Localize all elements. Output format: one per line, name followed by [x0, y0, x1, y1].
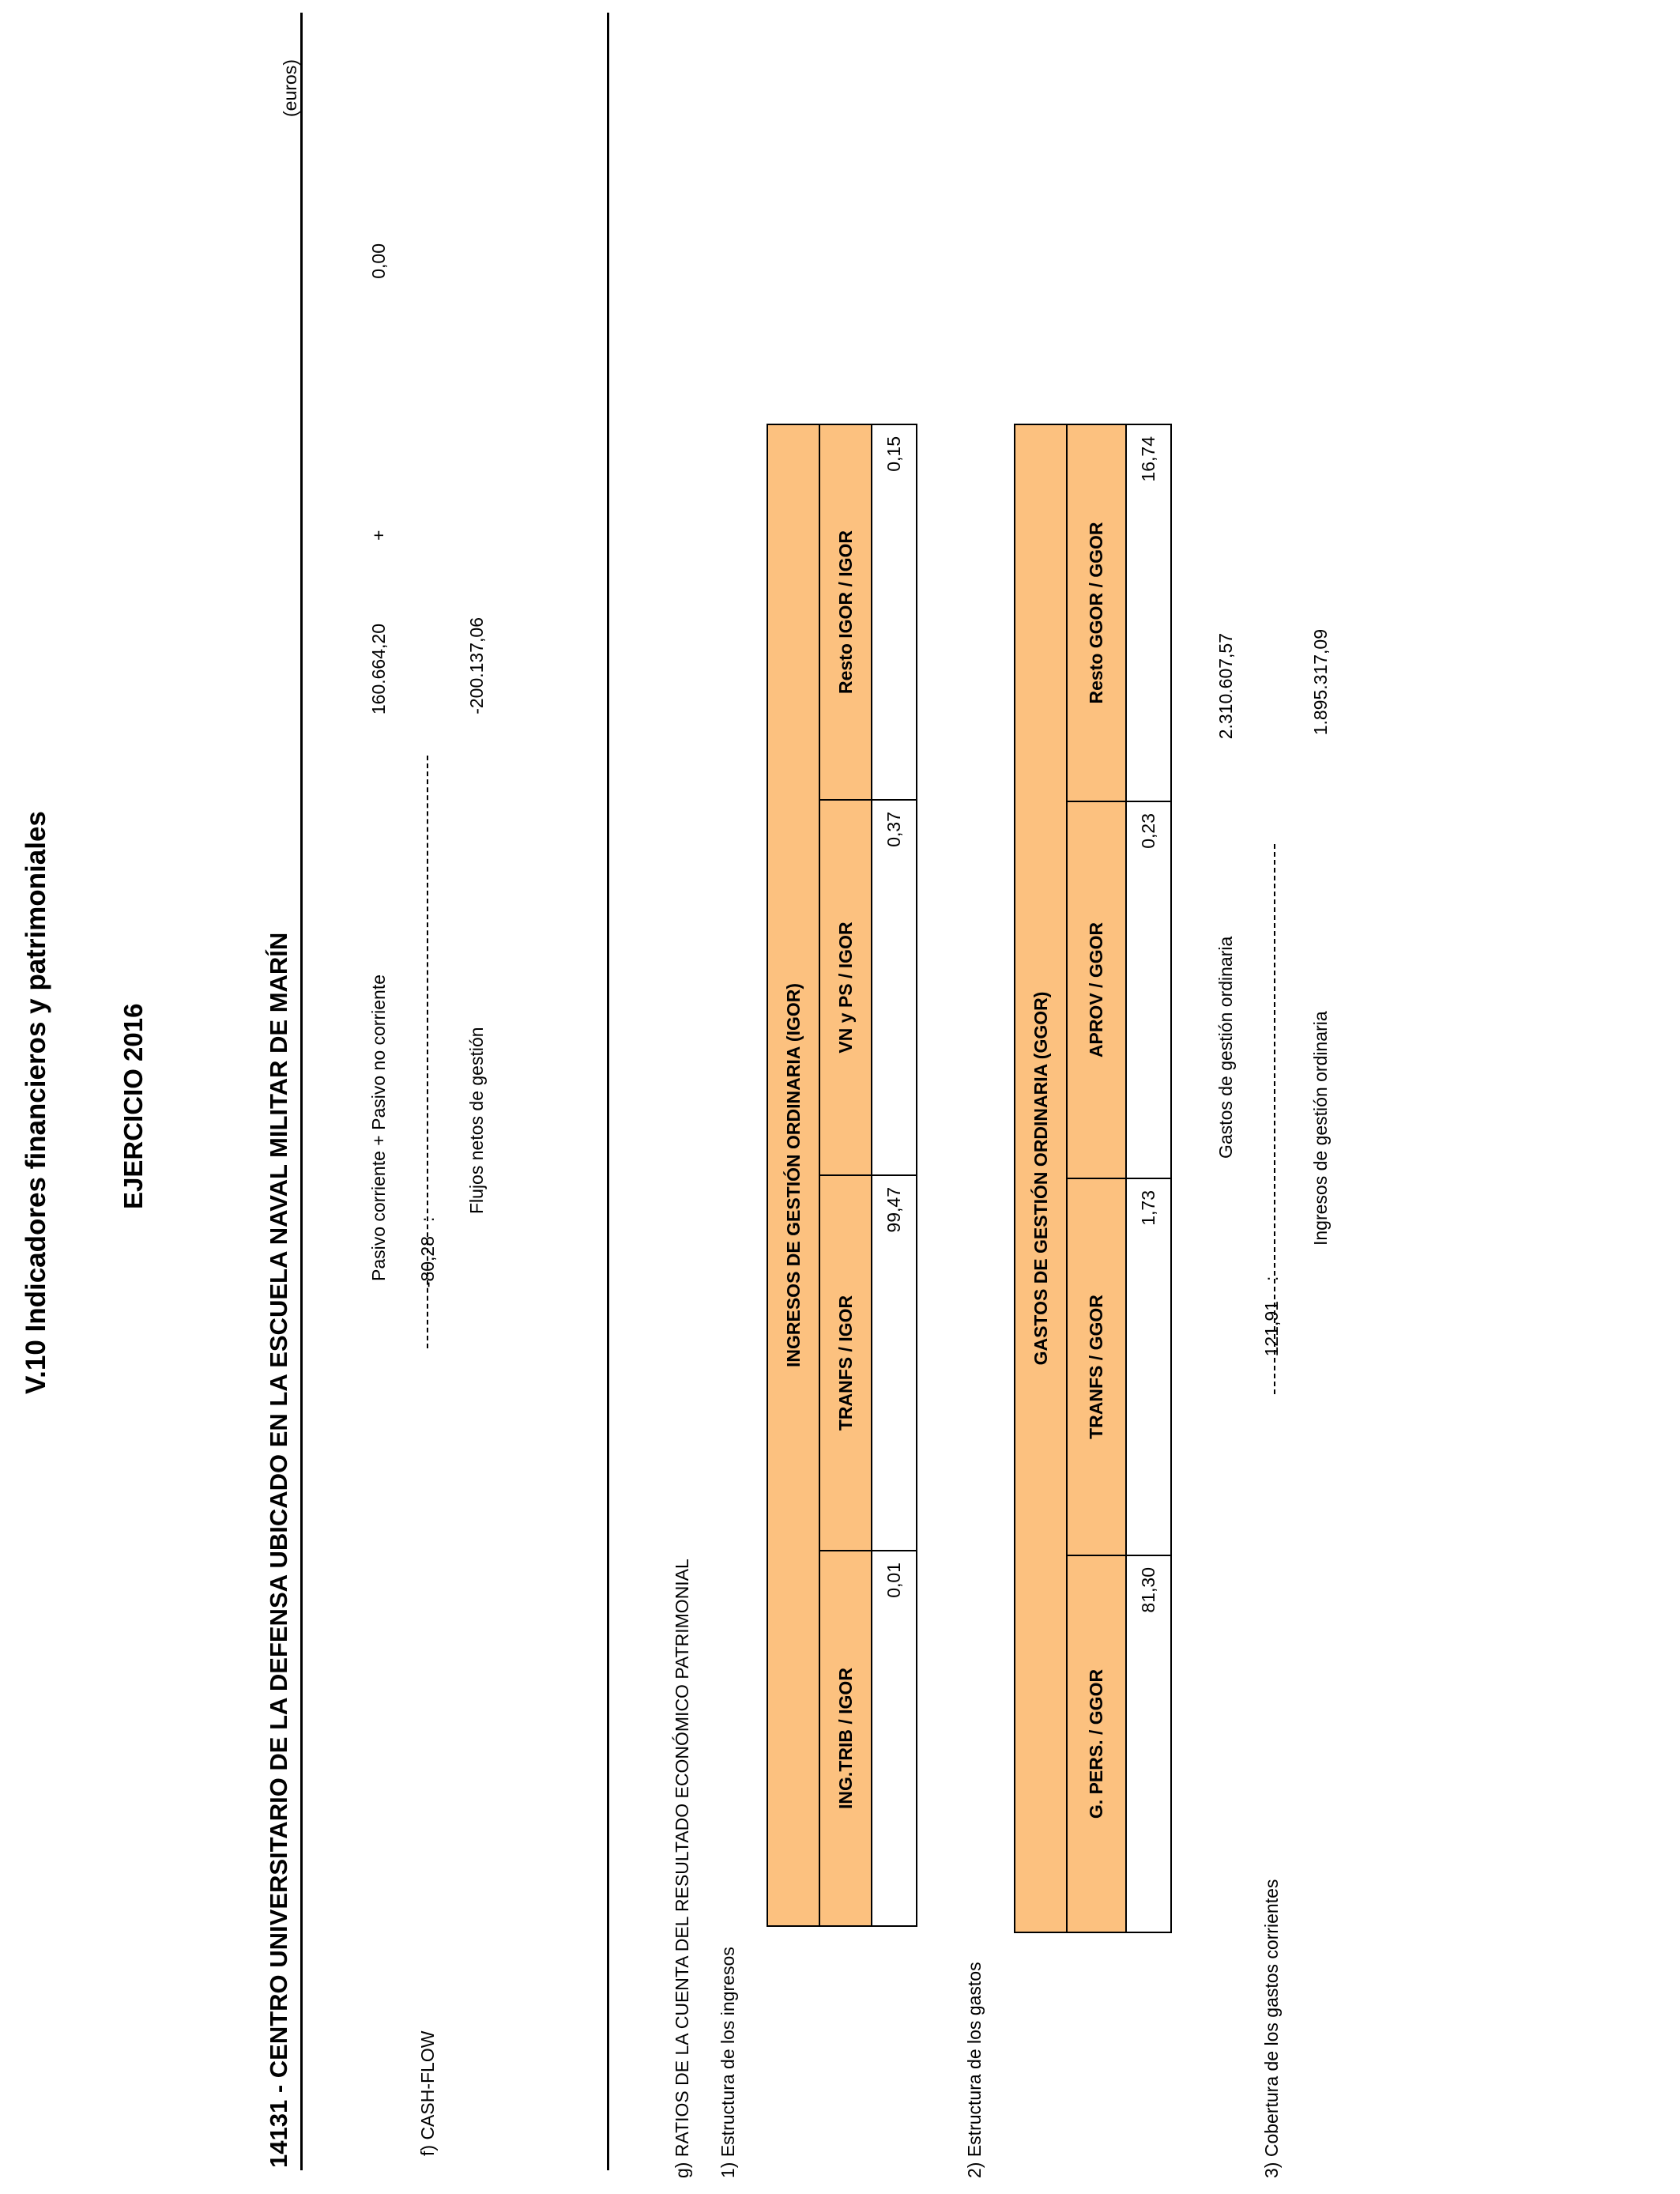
- cashflow-plus: +: [368, 530, 389, 541]
- ingresos-col-header: VN y PS / IGOR: [819, 800, 872, 1175]
- gastos-table: [1014, 424, 1172, 1933]
- cobertura-numerator-label: Gastos de gestión ordinaria: [1215, 936, 1236, 1159]
- cobertura-label: 3) Cobertura de los gastos corrientes: [1261, 1879, 1282, 2178]
- ingresos-value-cell: 0,15: [872, 424, 917, 800]
- cobertura-colon: :: [1261, 1276, 1282, 1281]
- ingresos-value-cell: 0,01: [872, 1551, 917, 1926]
- section-rule: [607, 13, 609, 2170]
- organization-title: 14131 - CENTRO UNIVERSITARIO DE LA DEFENSA UBICADO EN LA ESCUELA NAVAL MILITAR DE MARÍN: [265, 932, 292, 2168]
- cobertura-numerator-value: 2.310.607,57: [1215, 633, 1236, 740]
- ingresos-col-header: TRANFS / IGOR: [819, 1175, 872, 1551]
- gastos-value-cell: 16,74: [1126, 424, 1171, 801]
- units-label: (euros): [280, 59, 300, 117]
- ingresos-col-header: Resto IGOR / IGOR: [819, 424, 872, 800]
- ratios-section-label: g) RATIOS DE LA CUENTA DEL RESULTADO ECONÓMICO PATRIMONIAL: [672, 1559, 692, 2178]
- ingresos-value-cell: 0,37: [872, 800, 917, 1175]
- cashflow-colon: :: [417, 1216, 438, 1222]
- cobertura-value: 121,91: [1261, 1301, 1282, 1357]
- header-rule: [300, 13, 303, 2170]
- gastos-col-header: APROV / GGOR: [1067, 801, 1126, 1178]
- cashflow-numerator-value-1: 160.664,20: [368, 624, 389, 715]
- page-title: V.10 Indicadores financieros y patrimoniales: [21, 811, 51, 1394]
- ingresos-structure-label: 1) Estructura de los ingresos: [718, 1947, 738, 2178]
- cashflow-label: f) CASH-FLOW: [417, 2030, 438, 2156]
- ingresos-table-header: INGRESOS DE GESTIÓN ORDINARIA (IGOR): [767, 424, 819, 1926]
- cobertura-denominator-label: Ingresos de gestión ordinaria: [1310, 1011, 1331, 1246]
- gastos-value-cell: 0,23: [1126, 801, 1171, 1178]
- cashflow-denominator-label: Flujos netos de gestión: [466, 1027, 487, 1214]
- ingresos-table: [767, 424, 917, 1927]
- gastos-col-header: G. PERS. / GGOR: [1067, 1555, 1126, 1932]
- ingresos-value-cell: 99,47: [872, 1175, 917, 1551]
- gastos-table-header: GASTOS DE GESTIÓN ORDINARIA (GGOR): [1015, 424, 1067, 1932]
- gastos-value-cell: 1,73: [1126, 1178, 1171, 1555]
- exercise-title: EJERCICIO 2016: [119, 1003, 148, 1209]
- gastos-structure-label: 2) Estructura de los gastos: [964, 1962, 985, 2178]
- ingresos-col-header: ING.TRIB / IGOR: [819, 1551, 872, 1926]
- gastos-value-cell: 81,30: [1126, 1555, 1171, 1932]
- cashflow-numerator-value-2: 0,00: [368, 243, 389, 279]
- cobertura-fraction-line: [1274, 844, 1275, 1394]
- cashflow-numerator-label: Pasivo corriente + Pasivo no corriente: [368, 974, 389, 1281]
- cashflow-fraction-line: [427, 756, 428, 1348]
- cobertura-denominator-value: 1.895.317,09: [1310, 629, 1331, 736]
- cashflow-denominator-value: -200.137,06: [466, 617, 487, 714]
- cashflow-value: -80,28: [417, 1236, 438, 1288]
- gastos-col-header: TRANFS / GGOR: [1067, 1178, 1126, 1555]
- gastos-col-header: Resto GGOR / GGOR: [1067, 424, 1126, 801]
